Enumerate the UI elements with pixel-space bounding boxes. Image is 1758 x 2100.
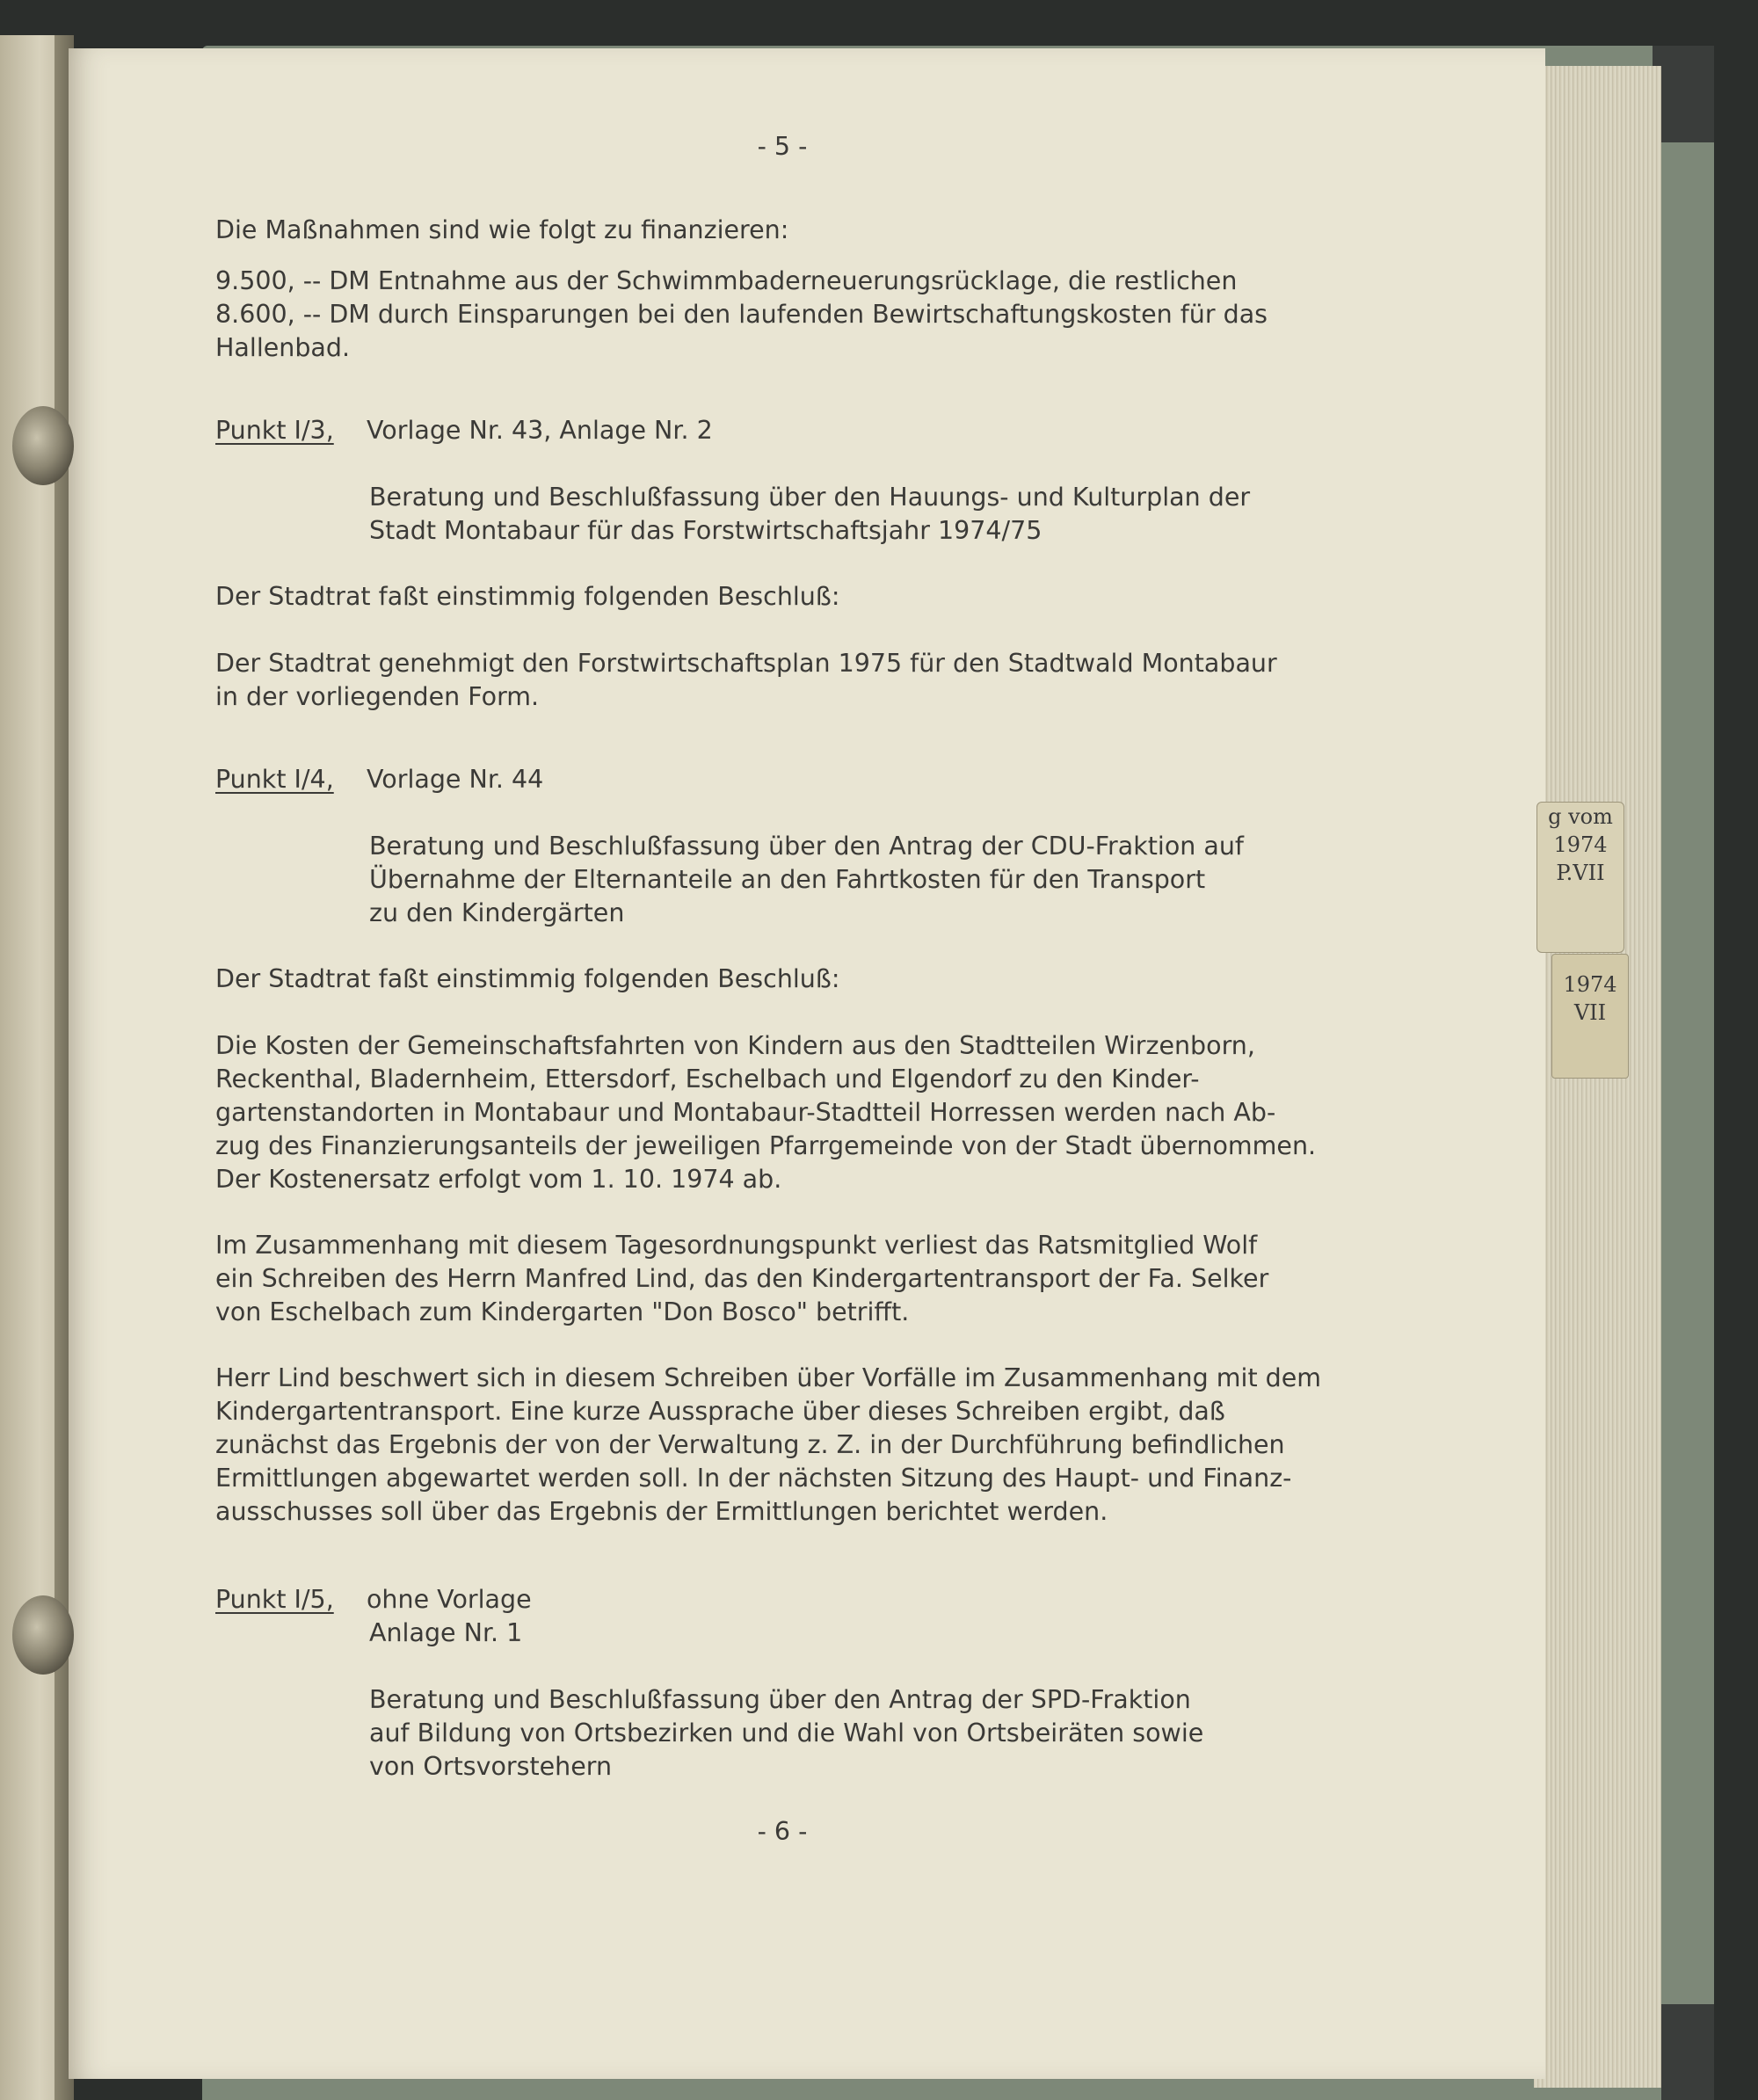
decision-text <box>215 1029 1446 1196</box>
text-line: Beratung und Beschlußfassung über den Antrag der SPD-Fraktion <box>369 1685 1191 1714</box>
agenda-item-subject <box>369 830 1600 930</box>
agenda-item-subject <box>369 481 1600 548</box>
text-line: zu den Kindergärten <box>369 898 625 927</box>
text-line: Beratung und Beschlußfassung über den Hauungs- und Kulturplan der <box>369 483 1251 512</box>
agenda-item-label: Punkt I/5, <box>215 1585 334 1614</box>
text-line: in der vorliegenden Form. <box>215 682 540 711</box>
agenda-item-heading <box>215 763 543 796</box>
text-line: gartenstandorten in Montabaur und Montabaur-Stadtteil Horressen werden nach Ab- <box>215 1098 1276 1127</box>
text-line: 8.600, -- DM durch Einsparungen bei den laufenden Bewirtschaftungskosten für das <box>215 300 1268 329</box>
agenda-item-heading <box>215 1583 532 1617</box>
decision-intro <box>215 963 1446 996</box>
text-line: Ermittlungen abgewartet werden soll. In der nächsten Sitzung des Haupt- und Finanz- <box>215 1464 1292 1493</box>
text-line: Übernahme der Elternanteile an den Fahrtkosten für den Transport <box>369 865 1206 894</box>
text-line: von Eschelbach zum Kindergarten "Don Bosco" betrifft. <box>215 1297 910 1326</box>
text-line: Hallenbad. <box>215 333 351 362</box>
text-line: Der Stadtrat faßt einstimmig folgenden Beschluß: <box>215 582 840 611</box>
index-tab-text: 1974 <box>1553 832 1608 857</box>
index-tab-text: VII <box>1573 1000 1607 1025</box>
text-line: Der Stadtrat faßt einstimmig folgenden Beschluß: <box>215 964 840 993</box>
text-line: zug des Finanzierungsanteils der jeweiligen Pfarrgemeinde von der Stadt übernommen. <box>215 1131 1317 1160</box>
text-line: zunächst das Ergebnis der von der Verwaltung z. Z. in der Durchführung befindlichen <box>215 1430 1285 1459</box>
index-tab-text: g vom <box>1548 804 1613 829</box>
agenda-item-reference: ohne Vorlage <box>367 1585 532 1614</box>
index-tab-text: 1974 <box>1563 972 1617 997</box>
page-number-top: - 5 - <box>757 132 808 161</box>
financing-paragraph <box>215 265 1446 365</box>
decision-intro <box>215 580 1446 614</box>
text-line: 9.500, -- DM Entnahme aus der Schwimmbaderneuerungsrücklage, die restlichen <box>215 266 1238 295</box>
text-line: auf Bildung von Ortsbezirken und die Wahl von Ortsbeiräten sowie <box>369 1719 1204 1748</box>
text-line: Im Zusammenhang mit diesem Tagesordnungspunkt verliest das Ratsmitglied Wolf <box>215 1231 1258 1260</box>
text-line: Reckenthal, Bladernheim, Ettersdorf, Eschelbach und Elgendorf zu den Kinder- <box>215 1065 1200 1094</box>
agenda-item-subject <box>369 1683 1600 1784</box>
note-paragraph <box>215 1229 1446 1329</box>
text-line: Stadt Montabaur für das Forstwirtschaftsjahr 1974/75 <box>369 516 1042 545</box>
text-line: Der Stadtrat genehmigt den Forstwirtschaftsplan 1975 für den Stadtwald Montabaur <box>215 649 1277 678</box>
text-line: ausschusses soll über das Ergebnis der Ermittlungen berichtet werden. <box>215 1497 1108 1526</box>
text-line: Die Maßnahmen sind wie folgt zu finanzieren: <box>215 215 789 244</box>
financing-intro <box>215 214 1446 247</box>
agenda-item-label: Punkt I/4, <box>215 765 334 794</box>
index-tab-text: P.VII <box>1556 861 1605 885</box>
text-line: Beratung und Beschlußfassung über den Antrag der CDU-Fraktion auf <box>369 832 1244 861</box>
agenda-item-heading <box>215 414 713 447</box>
agenda-item-label: Punkt I/3, <box>215 416 334 445</box>
text-line: Herr Lind beschwert sich in diesem Schreiben über Vorfälle im Zusammenhang mit dem <box>215 1363 1322 1392</box>
decision-text <box>215 647 1446 714</box>
note-paragraph <box>215 1362 1446 1529</box>
agenda-item-reference: Vorlage Nr. 43, Anlage Nr. 2 <box>367 416 713 445</box>
text-line: Die Kosten der Gemeinschaftsfahrten von Kindern aus den Stadtteilen Wirzenborn, <box>215 1031 1255 1060</box>
agenda-item-attachment: Anlage Nr. 1 <box>369 1618 523 1647</box>
text-line: Der Kostenersatz erfolgt vom 1. 10. 1974 ab. <box>215 1165 782 1194</box>
agenda-item-reference: Vorlage Nr. 44 <box>367 765 544 794</box>
text-line: von Ortsvorstehern <box>369 1752 613 1781</box>
page-number-bottom: - 6 - <box>757 1817 808 1846</box>
text-line: ein Schreiben des Herrn Manfred Lind, das den Kindergartentransport der Fa. Selker <box>215 1264 1269 1293</box>
text-line: Kindergartentransport. Eine kurze Aussprache über dieses Schreiben ergibt, daß <box>215 1397 1225 1426</box>
